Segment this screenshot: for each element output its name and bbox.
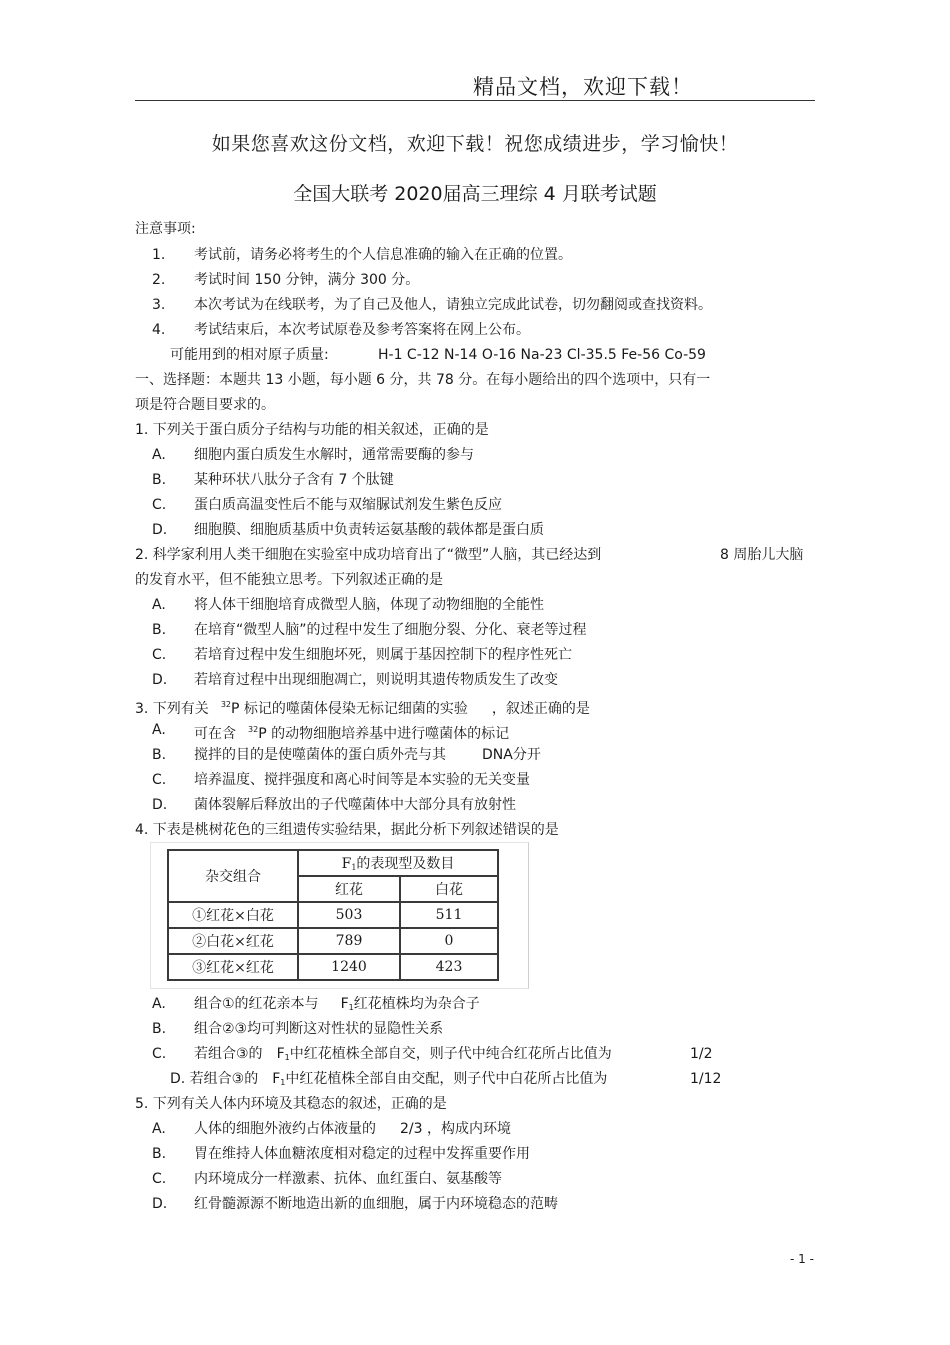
option-label: A.: [152, 447, 166, 463]
option-text: 细胞膜、细胞质基质中负责转运氨基酸的载体都是蛋白质: [194, 522, 544, 538]
stem-part: 3. 下列有关: [135, 701, 209, 717]
section-heading: 一、选择题：本题共 13 小题，每小题 6 分，共 78 分。在每小题给出的四个选项中，只有一: [135, 372, 711, 388]
option-text: [170, 1070, 607, 1092]
notice-item: 考试结束后，本次考试原卷及参考答案将在网上公布。: [194, 322, 530, 338]
notice-item: 考试时间 150 分钟，满分 300 分。: [194, 272, 420, 288]
notice-item: 考试前，请务必将考生的个人信息准确的输入在正确的位置。: [194, 247, 572, 263]
option-part: DNA分开: [482, 747, 541, 763]
option-part: F: [340, 996, 349, 1012]
option-label: A.: [152, 1121, 166, 1137]
stem-part: P 标记的噬菌体侵染无标记细菌的实验: [231, 701, 468, 717]
atomic-mass-label: 可能用到的相对原子质量:: [170, 347, 329, 363]
option-text: 组合②③均可判断这对性状的显隐性关系: [194, 1021, 444, 1037]
option-text: 若培育过程中发生细胞坏死，则属于基因控制下的程序性死亡: [194, 647, 572, 663]
option-text: 菌体裂解后释放出的子代噬菌体中大部分具有放射性: [194, 797, 516, 813]
option-text: 培养温度、搅拌强度和离心时间等是本实验的无关变量: [194, 772, 530, 788]
header-f1-part: F: [341, 856, 352, 872]
section-heading-cont: 项是符合题目要求的。: [135, 397, 275, 413]
question-2-stem: 2. 科学家利用人类干细胞在实验室中成功培育出了“微型”人脑，其已经达到: [135, 547, 602, 563]
table-row: [168, 928, 498, 954]
option-label: D.: [152, 522, 168, 538]
question-2-stem-cont: 的发育水平，但不能独立思考。下列叙述正确的是: [135, 572, 443, 588]
cell-red-count: 789: [298, 928, 400, 954]
cell-white-count: 0: [400, 928, 498, 954]
option-text: [194, 746, 541, 764]
table-row: [168, 902, 498, 928]
inheritance-table: [167, 849, 499, 981]
notice-item-number: 3.: [152, 297, 166, 313]
header-cross-combination: 杂交组合: [168, 850, 298, 902]
notice-item-number: 4.: [152, 322, 166, 338]
option-label: C.: [152, 1171, 167, 1187]
cell-white-count: 423: [400, 954, 498, 980]
table-row: [168, 954, 498, 980]
option-text: 某种环状八肽分子含有 7 个肽键: [194, 472, 394, 488]
f1-subscript: 1: [284, 1053, 290, 1062]
cell-red-count: 1240: [298, 954, 400, 980]
option-label: B.: [152, 747, 167, 763]
option-part: 搅拌的目的是使噬菌体的蛋白质外壳与其: [194, 747, 446, 763]
promo-text: 如果您喜欢这份文档，欢迎下载！祝您成绩进步，学习愉快！: [211, 133, 739, 155]
option-text: [194, 1045, 612, 1067]
isotope-superscript: 32: [248, 725, 259, 734]
option-part: 若组合③的: [194, 1046, 263, 1062]
option-label: B.: [152, 1146, 167, 1162]
question-1-stem: 1. 下列关于蛋白质分子结构与功能的相关叙述，正确的是: [135, 422, 489, 438]
notice-heading: 注意事项:: [135, 221, 196, 237]
option-text: 蛋白质高温变性后不能与双缩脲试剂发生紫色反应: [194, 497, 502, 513]
option-label: A.: [152, 722, 166, 738]
option-label: C.: [152, 772, 167, 788]
option-part: D. 若组合③的: [170, 1071, 259, 1087]
question-3-stem: [135, 696, 590, 718]
option-part: 可在含: [194, 726, 236, 742]
cell-combination: ①红花×白花: [168, 902, 298, 928]
question-2-stem-tail: 8 周胎儿大脑: [720, 547, 804, 563]
header-f1-phenotype: [298, 850, 498, 876]
option-text: 红骨髓源源不断地造出新的血细胞，属于内环境稳态的范畴: [194, 1196, 558, 1212]
option-label: B.: [152, 472, 167, 488]
option-part: 人体的细胞外液约占体液量的: [194, 1121, 376, 1137]
option-part: F: [276, 1046, 285, 1062]
inheritance-table-frame: [150, 842, 529, 989]
question-5-stem: 5. 下列有关人体内环境及其稳态的叙述，正确的是: [135, 1096, 447, 1112]
header-banner: 精品文档，欢迎下载！: [473, 75, 693, 99]
option-part: F: [272, 1071, 281, 1087]
option-label: D.: [152, 672, 168, 688]
page-number: - 1 -: [790, 1252, 814, 1266]
header-divider: [135, 100, 815, 101]
option-label: B.: [152, 622, 167, 638]
option-part: 中红花植株全部自由交配，则子代中白花所占比值为: [285, 1071, 608, 1087]
option-label: D.: [152, 1196, 168, 1212]
notice-item: 本次考试为在线联考，为了自己及他人，请独立完成此试卷，切勿翻阅或查找资料。: [194, 297, 712, 313]
header-white-flower: 白花: [400, 876, 498, 902]
option-part: 中红花植株全部自交，则子代中纯合红花所占比值为: [289, 1046, 612, 1062]
option-text: [194, 721, 509, 743]
option-part: 红花植株均为杂合子: [353, 996, 480, 1012]
option-text: 在培育“微型人脑”的过程中发生了细胞分裂、分化、衰老等过程: [194, 622, 587, 638]
option-label: C.: [152, 647, 167, 663]
cell-combination: ③红花×红花: [168, 954, 298, 980]
option-text: [194, 995, 480, 1017]
stem-part: ，叙述正确的是: [491, 701, 590, 717]
cell-combination: ②白花×红花: [168, 928, 298, 954]
option-text: 内环境成分一样激素、抗体、血红蛋白、氨基酸等: [194, 1171, 502, 1187]
cell-white-count: 511: [400, 902, 498, 928]
option-label: A.: [152, 996, 166, 1012]
option-label: D.: [152, 797, 168, 813]
isotope-superscript: 32: [220, 700, 231, 709]
header-red-flower: 红花: [298, 876, 400, 902]
option-text: 将人体干细胞培育成微型人脑，体现了动物细胞的全能性: [194, 597, 544, 613]
option-label: C.: [152, 497, 167, 513]
option-text: 细胞内蛋白质发生水解时，通常需要酶的参与: [194, 447, 474, 463]
atomic-mass-values: H-1 C-12 N-14 O-16 Na-23 Cl-35.5 Fe-56 Co-59: [378, 347, 706, 363]
cell-red-count: 503: [298, 902, 400, 928]
option-value: 1/12: [690, 1071, 722, 1087]
option-part: P 的动物细胞培养基中进行噬菌体的标记: [258, 726, 510, 742]
option-part: 组合①的红花亲本与: [194, 996, 319, 1012]
option-part: 2/3 ，构成内环境: [400, 1121, 511, 1137]
option-label: A.: [152, 597, 166, 613]
header-f1-part: 的表现型及数目: [356, 856, 455, 872]
notice-item-number: 2.: [152, 272, 166, 288]
exam-title: 全国大联考 2020届高三理综 4 月联考试题: [293, 183, 657, 205]
option-text: [194, 1120, 511, 1138]
option-label: B.: [152, 1021, 167, 1037]
option-value: 1/2: [690, 1046, 713, 1062]
option-text: 胃在维持人体血糖浓度相对稳定的过程中发挥重要作用: [194, 1146, 530, 1162]
f1-subscript: 1: [280, 1078, 286, 1087]
notice-item-number: 1.: [152, 247, 166, 263]
option-text: 若培育过程中出现细胞凋亡，则说明其遗传物质发生了改变: [194, 672, 558, 688]
option-label: C.: [152, 1046, 167, 1062]
header-f1-subscript: 1: [351, 863, 357, 872]
question-4-stem: 4. 下表是桃树花色的三组遗传实验结果，据此分析下列叙述错误的是: [135, 822, 559, 838]
f1-subscript: 1: [348, 1003, 354, 1012]
